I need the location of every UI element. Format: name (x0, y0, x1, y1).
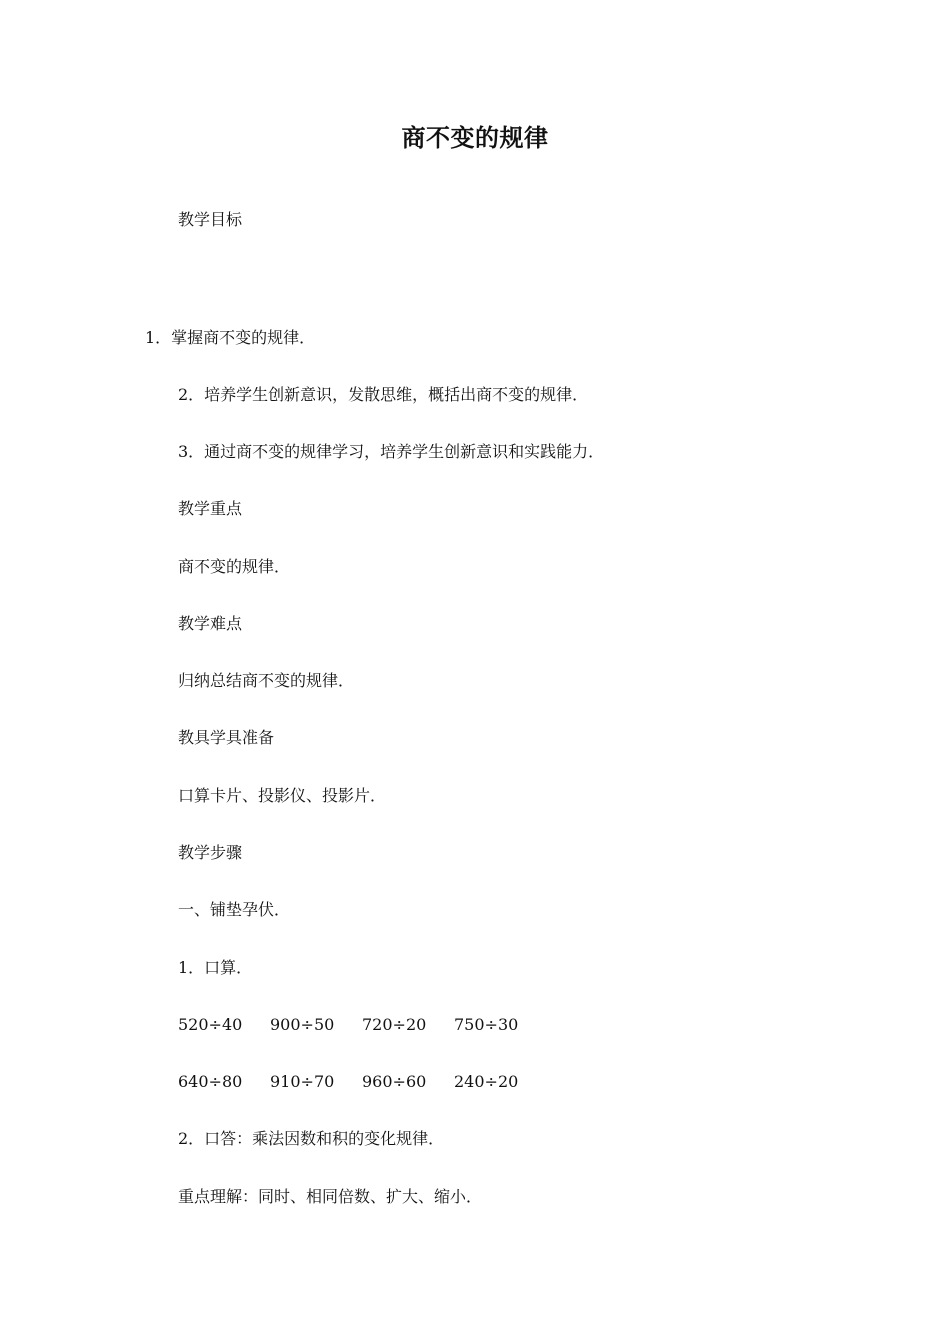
goal-item-3: 3．通过商不变的规律学习，培养学生创新意识和实践能力． (178, 442, 605, 461)
calc-item: 520÷40 (178, 1015, 243, 1034)
step-1-heading: 一、铺垫孕伏． (178, 900, 291, 919)
section-heading-key: 教学重点 (178, 499, 243, 518)
calc-item: 960÷60 (362, 1072, 427, 1091)
goal-item-1: 1．掌握商不变的规律． (145, 328, 316, 347)
section-heading-goals: 教学目标 (178, 210, 243, 229)
calc-item: 910÷70 (270, 1072, 335, 1091)
calc-item: 750÷30 (454, 1015, 519, 1034)
step-1-1-heading: 1．口算． (178, 958, 253, 977)
section-heading-difficulty: 教学难点 (178, 614, 243, 633)
calc-item: 900÷50 (270, 1015, 335, 1034)
section-heading-tools: 教具学具准备 (178, 728, 275, 747)
calc-item: 240÷20 (454, 1072, 519, 1091)
calc-item: 720÷20 (362, 1015, 427, 1034)
calc-item: 640÷80 (178, 1072, 243, 1091)
section-heading-steps: 教学步骤 (178, 843, 243, 862)
tools-content: 口算卡片、投影仪、投影片． (178, 786, 387, 805)
goal-item-2: 2．培养学生创新意识，发散思维，概括出商不变的规律． (178, 385, 589, 404)
difficulty-content: 归纳总结商不变的规律． (178, 671, 355, 690)
step-1-2-heading: 2．口答：乘法因数和积的变化规律． (178, 1129, 445, 1148)
key-understanding: 重点理解：同时、相同倍数、扩大、缩小． (178, 1187, 483, 1206)
key-content: 商不变的规律． (178, 557, 291, 576)
document-title: 商不变的规律 (401, 124, 549, 152)
